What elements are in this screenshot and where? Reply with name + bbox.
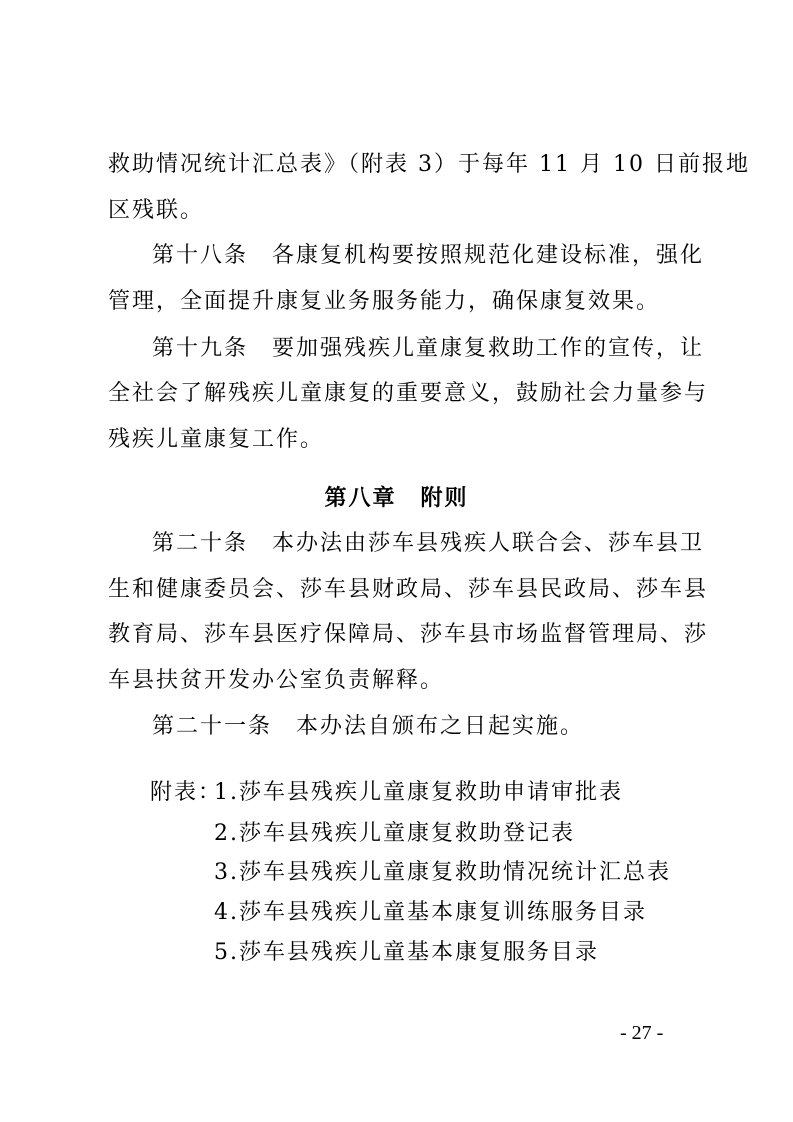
article-18-line: 管理，全面提升康复业务服务能力，确保康复效果。 xyxy=(108,289,661,314)
attachment-item: 5.莎车县残疾儿童基本康复服务目录 xyxy=(214,940,599,965)
attachment-item: 3.莎车县残疾儿童康复救助情况统计汇总表 xyxy=(214,860,671,885)
attachment-item: 2.莎车县残疾儿童康复救助登记表 xyxy=(214,821,575,846)
article-18-line: 第十八条 各康复机构要按照规范化建设标准，强化 xyxy=(152,243,705,268)
article-20-line: 生和健康委员会、莎车县财政局、莎车县民政局、莎车县 xyxy=(108,577,709,602)
paragraph-line: 区残联。 xyxy=(108,198,205,223)
attachments-label: 附表： xyxy=(150,780,223,805)
attachment-item: 1.莎车县残疾儿童康复救助申请审批表 xyxy=(214,780,623,805)
article-20-line: 第二十条 本办法由莎车县残疾人联合会、莎车县卫 xyxy=(152,531,705,556)
chapter-heading: 第八章 附则 xyxy=(324,486,469,511)
article-19-line: 第十九条 要加强残疾儿童康复救助工作的宣传，让 xyxy=(152,336,705,361)
paragraph-line: 救助情况统计汇总表》（附表 3）于每年 11 月 10 日前报地 xyxy=(108,152,750,177)
attachment-item: 4.莎车县残疾儿童基本康复训练服务目录 xyxy=(214,900,647,925)
article-19-line: 全社会了解残疾儿童康复的重要意义，鼓励社会力量参与 xyxy=(108,381,709,406)
article-20-line: 车县扶贫开发办公室负责解释。 xyxy=(108,668,445,693)
page-number: - 27 - xyxy=(620,1022,664,1044)
article-19-line: 残疾儿童康复工作。 xyxy=(108,427,325,452)
article-20-line: 教育局、莎车县医疗保障局、莎车县市场监督管理局、莎 xyxy=(108,622,709,647)
article-21-line: 第二十一条 本办法自颁布之日起实施。 xyxy=(152,714,585,739)
